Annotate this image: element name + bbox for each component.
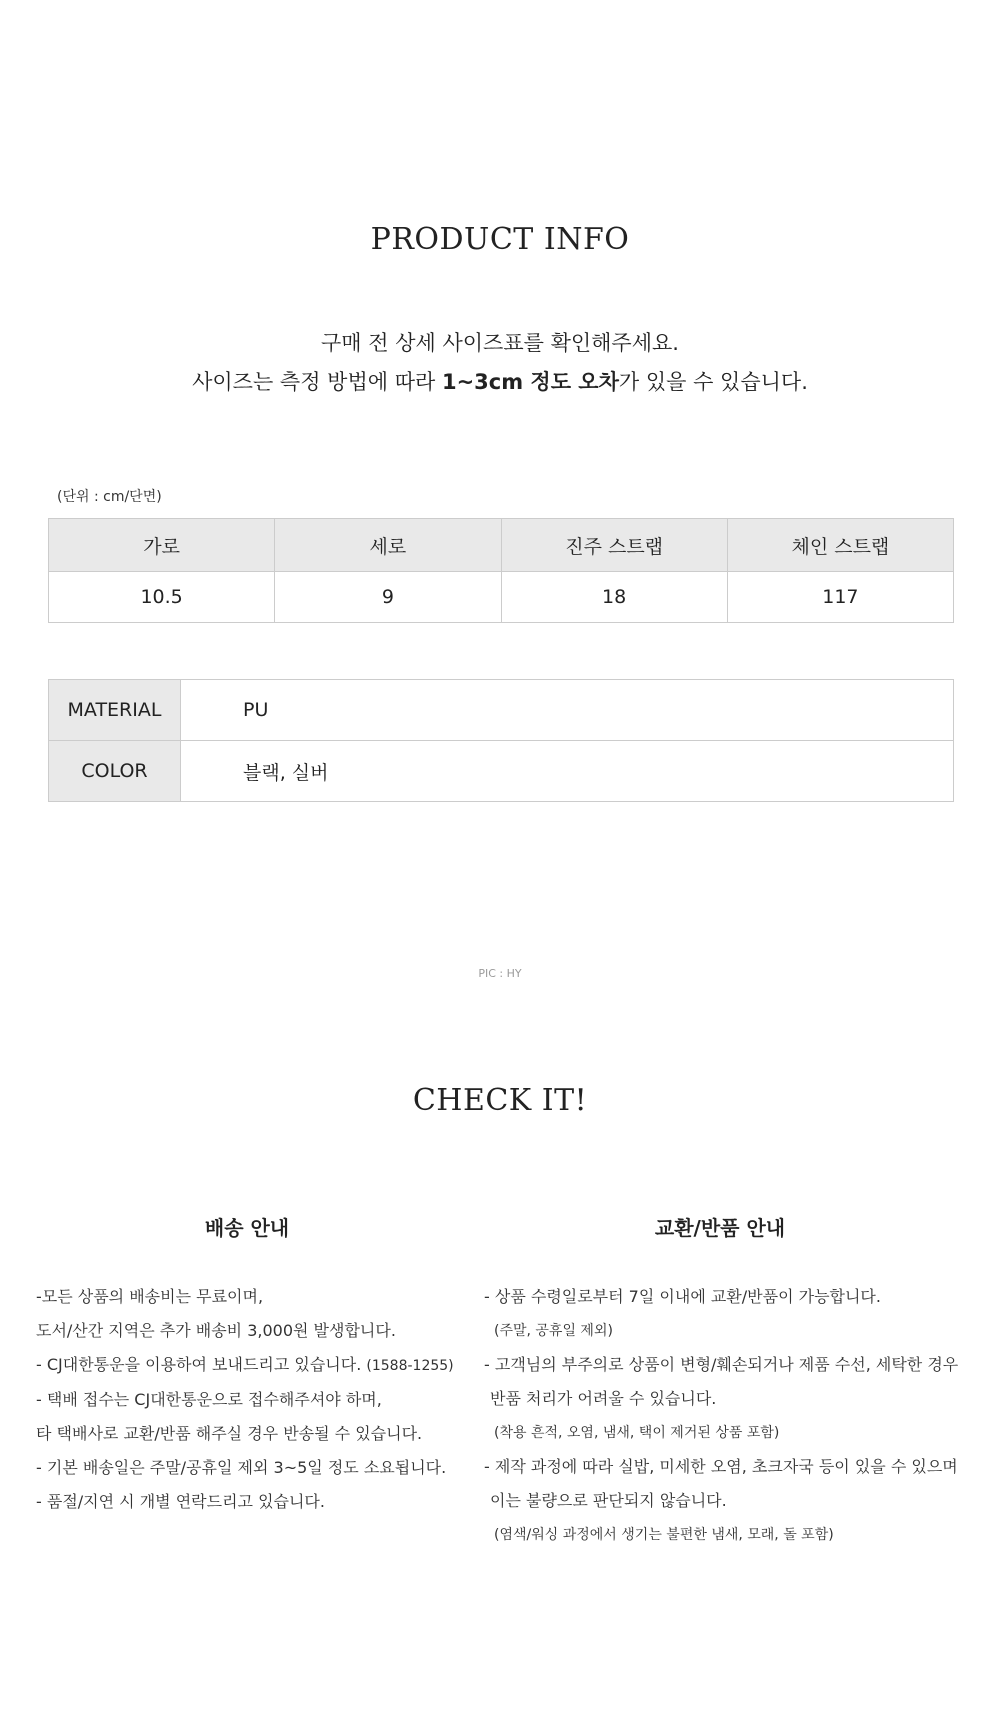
check-it-title: CHECK IT!	[412, 1083, 588, 1118]
material-label: MATERIAL	[49, 680, 181, 741]
color-label: COLOR	[49, 741, 181, 802]
size-value-height: 9	[275, 572, 501, 623]
list-item: (착용 흔적, 오염, 냄새, 택이 제거된 상품 포함)	[494, 1425, 780, 1441]
shipping-list	[36, 1280, 476, 1519]
list-item: 도서/산간 지역은 추가 배송비 3,000원 발생합니다.	[36, 1321, 396, 1340]
size-header-pearl-strap: 진주 스트랩	[501, 519, 727, 572]
shipping-heading: 배송 안내	[204, 1216, 290, 1240]
list-item: - 고객님의 부주의로 상품이 변형/훼손되거나 제품 수선, 세탁한 경우	[484, 1355, 959, 1374]
size-value-width: 10.5	[49, 572, 275, 623]
size-value-chain-strap: 117	[727, 572, 953, 623]
list-item	[36, 1348, 476, 1383]
size-notice-line2	[0, 367, 1000, 397]
size-notice-post: 가 있을 수 있습니다.	[618, 370, 808, 394]
list-item: 타 택배사로 교환/반품 해주실 경우 반송될 수 있습니다.	[36, 1424, 423, 1443]
photo-credit: PIC : HY	[478, 967, 522, 980]
size-header-width: 가로	[49, 519, 275, 572]
phone-number: (1588-1255)	[366, 1358, 454, 1374]
list-item: 반품 처리가 어려울 수 있습니다.	[490, 1389, 717, 1408]
color-value: 블랙, 실버	[181, 741, 954, 802]
material-value: PU	[181, 680, 954, 741]
size-table-header-row	[49, 519, 954, 572]
list-item-text: - CJ대한통운을 이용하여 보내드리고 있습니다.	[36, 1355, 362, 1374]
size-table-value-row	[49, 572, 954, 623]
info-table	[48, 679, 954, 802]
list-item: - 택배 접수는 CJ대한통운으로 접수해주셔야 하며,	[36, 1390, 382, 1409]
size-notice-bold: 1~3cm 정도 오차	[441, 370, 619, 394]
list-item: -모든 상품의 배송비는 무료이며,	[36, 1287, 264, 1306]
exchange-list	[484, 1280, 984, 1552]
info-row-material	[49, 680, 954, 741]
info-row-color	[49, 741, 954, 802]
list-item: - 제작 과정에 따라 실밥, 미세한 오염, 초크자국 등이 있을 수 있으며	[484, 1457, 958, 1476]
list-item: (주말, 공휴일 제외)	[494, 1323, 613, 1339]
size-notice-pre: 사이즈는 측정 방법에 따라	[192, 370, 442, 394]
list-item: (염색/워싱 과정에서 생기는 불편한 냄새, 모래, 돌 포함)	[494, 1527, 834, 1543]
list-item: - 상품 수령일로부터 7일 이내에 교환/반품이 가능합니다.	[484, 1287, 881, 1306]
list-item: - 품절/지연 시 개별 연락드리고 있습니다.	[36, 1492, 325, 1511]
list-item: - 기본 배송일은 주말/공휴일 제외 3~5일 정도 소요됩니다.	[36, 1458, 447, 1477]
size-table	[48, 518, 954, 623]
product-info-title: PRODUCT INFO	[370, 222, 630, 257]
size-notice-line1: 구매 전 상세 사이즈표를 확인해주세요.	[321, 331, 679, 355]
exchange-heading: 교환/반품 안내	[654, 1216, 786, 1240]
size-header-chain-strap: 체인 스트랩	[727, 519, 953, 572]
size-header-height: 세로	[275, 519, 501, 572]
list-item: 이는 불량으로 판단되지 않습니다.	[490, 1491, 727, 1510]
size-value-pearl-strap: 18	[501, 572, 727, 623]
unit-label: (단위 : cm/단면)	[57, 489, 162, 505]
